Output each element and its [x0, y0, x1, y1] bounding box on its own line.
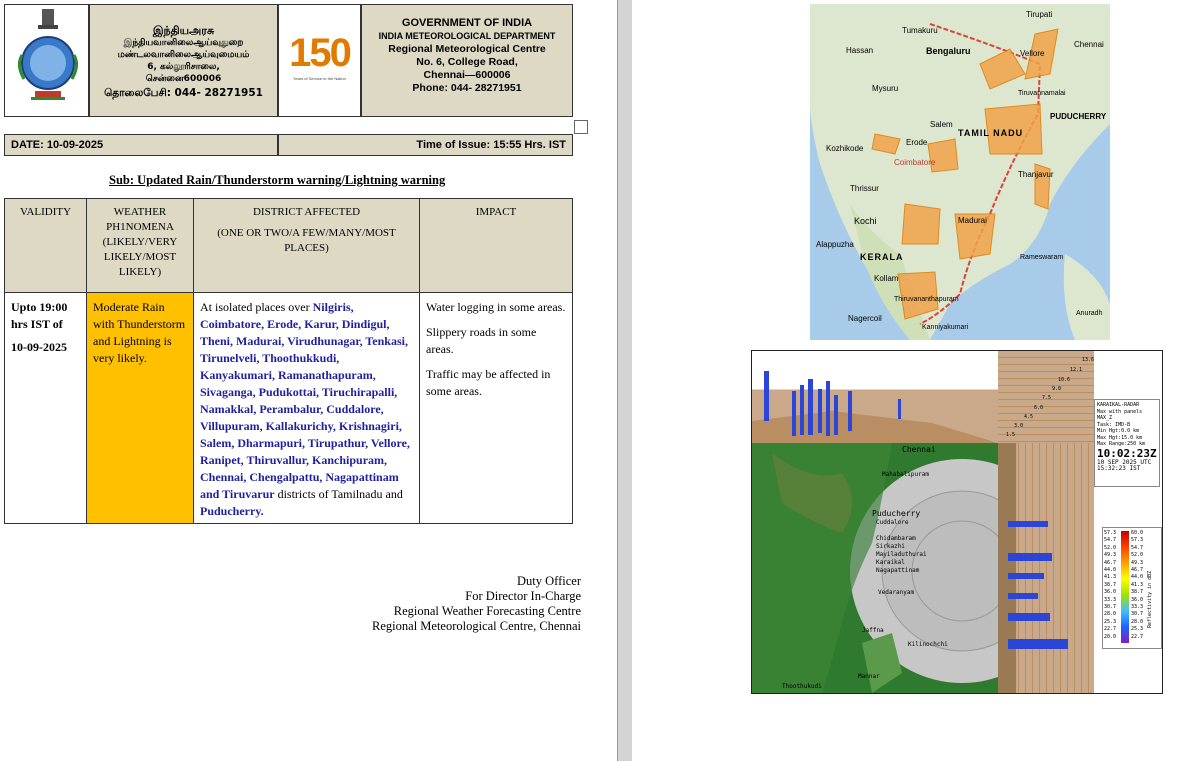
logo-150: 150: [289, 31, 350, 75]
scale-value: 30.7: [1104, 604, 1117, 611]
radar-info-line: Min Hgt:0.0 km: [1097, 428, 1140, 434]
scale-value: 57.3: [1104, 530, 1117, 536]
signature-block: [372, 574, 581, 634]
scale-value: 52.0: [1131, 552, 1144, 559]
signature-line: Regional Meteorological Centre, Chennai: [372, 619, 581, 633]
map-label: Hassan: [846, 46, 874, 55]
tamil-address-box: [89, 4, 278, 117]
scale-value: 38.7: [1104, 581, 1117, 588]
scale-value: 36.0: [1104, 589, 1117, 596]
map-label: Thanjavur: [1018, 170, 1054, 179]
table-row: [5, 293, 573, 524]
map-label: Vellore: [1020, 49, 1045, 58]
radar-place: Nagapattinam: [876, 567, 920, 574]
scale-unit: Reflectivity in dBZ: [1147, 570, 1153, 628]
radar-place: Mannar: [858, 673, 880, 680]
validity-time: Upto 19:00 hrs IST of: [11, 300, 68, 331]
scale-value: 33.3: [1104, 596, 1117, 603]
cell-impact: [420, 293, 573, 524]
radar-place: Sirkazhi: [876, 543, 905, 550]
issue-date: DATE: 10-09-2025: [11, 139, 104, 151]
radar-side-echoes: [998, 443, 1094, 693]
map-label: Madurai: [958, 216, 987, 225]
impact-item: Water logging in some areas.: [426, 300, 566, 314]
scale-value: 22.7: [1104, 626, 1117, 633]
signature-line: Duty Officer: [517, 574, 581, 588]
header-weather: WEATHER PH1NOMENA (LIKELY/VERY LIKELY/MOST LIKELY): [87, 199, 194, 293]
map-label: Nagercoil: [848, 314, 882, 323]
scale-value: 49.3: [1131, 559, 1144, 566]
scale-value: 22.7: [1131, 633, 1144, 640]
map-label: Thiruvananthapuram: [894, 296, 959, 303]
map-label: Anuradh: [1076, 310, 1103, 317]
impact-item: Slippery roads in some areas.: [426, 325, 537, 356]
reflectivity-scale: [1102, 527, 1162, 649]
scale-value: 36.0: [1131, 596, 1144, 603]
tamil-line: இந்தியவானிலைஆய்வுதுறை: [123, 38, 244, 48]
scale-value: 54.7: [1131, 544, 1144, 551]
tamil-line: மண்டலவானிலைஆய்வுமையம்: [117, 50, 250, 60]
logo-caption: Years of Service to the Nation: [293, 76, 346, 81]
tamil-line: இந்தியஅரசு: [152, 24, 215, 37]
map-label: KERALA: [860, 252, 904, 262]
scale-value: 44.0: [1104, 567, 1117, 574]
page-divider: [618, 0, 632, 761]
scale-value: 25.3: [1104, 618, 1117, 625]
english-address-box: [361, 4, 573, 117]
map-label: Alappuzha: [816, 240, 854, 249]
date-strip: [4, 134, 278, 156]
radar-info-box: [1094, 399, 1160, 487]
radar-place: Puducherry: [872, 509, 921, 518]
subject-line: Sub: Updated Rain/Thunderstorm warning/Lightning warning: [109, 173, 446, 187]
district-mid: districts of Tamilnadu and: [277, 487, 403, 501]
radar-place: Vedaranyam: [878, 589, 915, 596]
warning-table: [4, 198, 573, 524]
map-label: Tirupati: [1026, 10, 1053, 19]
impact-item: Traffic may be affected in some areas.: [426, 367, 551, 398]
axis-tick: 4.5: [1024, 414, 1034, 420]
warning-map: [810, 4, 1110, 340]
time-strip: [278, 134, 573, 156]
phone-line: Phone: 044- 28271951: [412, 82, 522, 94]
radar-place: Kilinochchi: [908, 641, 948, 648]
map-label: Tiruvannamalai: [1018, 90, 1066, 97]
map-label: Mysuru: [872, 84, 899, 93]
tamil-phone: தொலைபேசி: 044- 28271951: [104, 87, 263, 99]
radar-ppi: [752, 443, 998, 693]
government-emblem-icon: [5, 5, 90, 116]
radar-place: Mayiladuthurai: [876, 551, 927, 558]
radar-place: Karaikal: [876, 559, 905, 566]
header-district-title: DISTRICT AFFECTED: [252, 206, 361, 218]
radar-info-line: Max Range:250 km: [1097, 441, 1146, 447]
table-header-row: [5, 199, 573, 293]
scale-value: 28.0: [1131, 618, 1144, 625]
scale-value: 38.7: [1131, 589, 1144, 596]
radar-place: Chennai: [902, 445, 936, 454]
scale-value: 57.3: [1131, 537, 1144, 544]
scale-value: 41.3: [1131, 581, 1144, 588]
corner-handle[interactable]: [574, 120, 588, 134]
radar-place: Chidambaram: [876, 535, 916, 542]
scale-value: 28.0: [1104, 611, 1117, 618]
scale-value: 25.3: [1131, 626, 1144, 633]
scale-bar: [1121, 531, 1129, 643]
radar-ist: 15:32:23 IST: [1097, 465, 1141, 472]
scale-value: 49.3: [1104, 552, 1117, 559]
radar-top-echoes: [752, 351, 998, 443]
radar-info-line: Task: IMD-B: [1097, 421, 1131, 428]
cell-district: [194, 293, 420, 524]
map-label: PUDUCHERRY: [1050, 112, 1107, 121]
axis-tick: 12.1: [1070, 367, 1083, 373]
tamil-line: 6, கல்லூரிசாலை,: [147, 62, 220, 72]
issue-time: Time of Issue: 15:55 Hrs. IST: [416, 139, 566, 151]
map-label: Bengaluru: [926, 46, 971, 56]
map-label: Kollam: [874, 274, 899, 283]
map-label: Kozhikode: [826, 144, 864, 153]
scale-value: 46.7: [1131, 567, 1144, 574]
signature-line: Regional Weather Forecasting Centre: [393, 604, 581, 618]
radar-time: 10:02:23Z: [1097, 446, 1157, 460]
map-label: Rameswaram: [1020, 254, 1064, 261]
map-label: Chennai: [1074, 40, 1104, 49]
imd-title: INDIA METEOROLOGICAL DEPARTMENT: [378, 31, 556, 41]
map-label: Tumakuru: [902, 26, 938, 35]
header-impact: IMPACT: [420, 199, 573, 293]
map-label: Salem: [930, 120, 953, 129]
axis-tick: 13.6: [1082, 357, 1095, 363]
header-district: [194, 199, 420, 293]
signature-line: For Director In-Charge: [465, 589, 581, 603]
scale-value: 33.3: [1131, 604, 1144, 611]
map-label: Kochi: [854, 216, 877, 226]
address-line: Chennai—600006: [423, 69, 511, 81]
radar-info-line: MAX_Z: [1097, 415, 1113, 421]
radar-info-line: Max Hgt:15.0 km: [1097, 434, 1143, 441]
district-prefix: At isolated places over: [200, 300, 310, 314]
map-label: TAMIL NADU: [958, 128, 1024, 138]
page-divider-line: [617, 0, 618, 761]
logo-150-box: [278, 4, 361, 117]
scale-value: 60.0: [1131, 530, 1144, 536]
cell-weather: Moderate Rain with Thunderstorm and Lightning is very likely.: [87, 293, 194, 524]
scale-value: 20.0: [1104, 633, 1117, 640]
district-last: Puducherry.: [200, 504, 264, 518]
scale-value: 44.0: [1131, 574, 1144, 581]
cell-validity: [5, 293, 87, 524]
radar-info-line: Max with panels: [1097, 408, 1143, 415]
radar-place: Mahabalipuram: [882, 471, 929, 478]
radar-ppi-graphic: [752, 443, 998, 693]
scale-value: 30.7: [1131, 611, 1144, 618]
axis-tick: 9.0: [1052, 386, 1062, 392]
address-line: No. 6, College Road,: [416, 56, 518, 68]
axis-tick: 1.5: [1006, 432, 1016, 438]
gov-title: GOVERNMENT OF INDIA: [401, 17, 533, 29]
district-list: Nilgiris, Coimbatore, Erode, Karur, Dindigul, Theni, Madurai, Virudhunagar, Tenkasi, Tirunelveli, Thoothukkudi, Kanyakumari, Ramanathapuram, Sivaganga, Pudukottai, Tiruchirapalli, Namakkal, Perambalur, Cuddalore, Villupuram, Kallakurichy, Krishnagiri, Salem, Dharmapuri, Tirupathur, Vellore, Ranipet, Thiruvallur, Kanchipuram, Chennai, Chengalpattu, Nagapattinam and Tiruvarur: [200, 300, 410, 501]
tamil-line: சென்னை600006: [145, 74, 222, 84]
axis-tick: 10.6: [1058, 377, 1071, 383]
axis-tick: 7.5: [1042, 395, 1052, 401]
radar-info-line: KARAIKAL-RADAR: [1097, 402, 1140, 408]
map-label: Coimbatore: [894, 158, 936, 167]
scale-value: 46.7: [1104, 559, 1117, 566]
scale-labels-left: [1104, 530, 1116, 641]
axis-tick: 6.0: [1034, 405, 1044, 411]
map-label: Kanniyakumari: [922, 324, 969, 331]
rmc-title: Regional Meteorological Centre: [388, 43, 546, 55]
emblem-box: [4, 4, 89, 117]
radar-place: Thoothukudi: [782, 683, 822, 690]
radar-date: 10 SEP 2025 UTC: [1097, 458, 1152, 466]
axis-tick: 3.0: [1014, 423, 1024, 429]
header-validity: VALIDITY: [5, 199, 87, 293]
map-label: Thrissur: [850, 184, 879, 193]
header-district-sub: (ONE OR TWO/A FEW/MANY/MOST PLACES): [217, 227, 396, 254]
scale-value: 54.7: [1104, 537, 1117, 544]
radar-place: Cuddalore: [876, 519, 909, 526]
map-label: Erode: [906, 138, 928, 147]
radar-image: [751, 350, 1163, 694]
scale-value: 41.3: [1104, 574, 1117, 581]
scale-value: 52.0: [1104, 544, 1117, 551]
radar-place: Jaffna: [862, 627, 884, 634]
validity-date: 10-09-2025: [11, 340, 67, 354]
scale-labels-right: [1131, 530, 1143, 641]
